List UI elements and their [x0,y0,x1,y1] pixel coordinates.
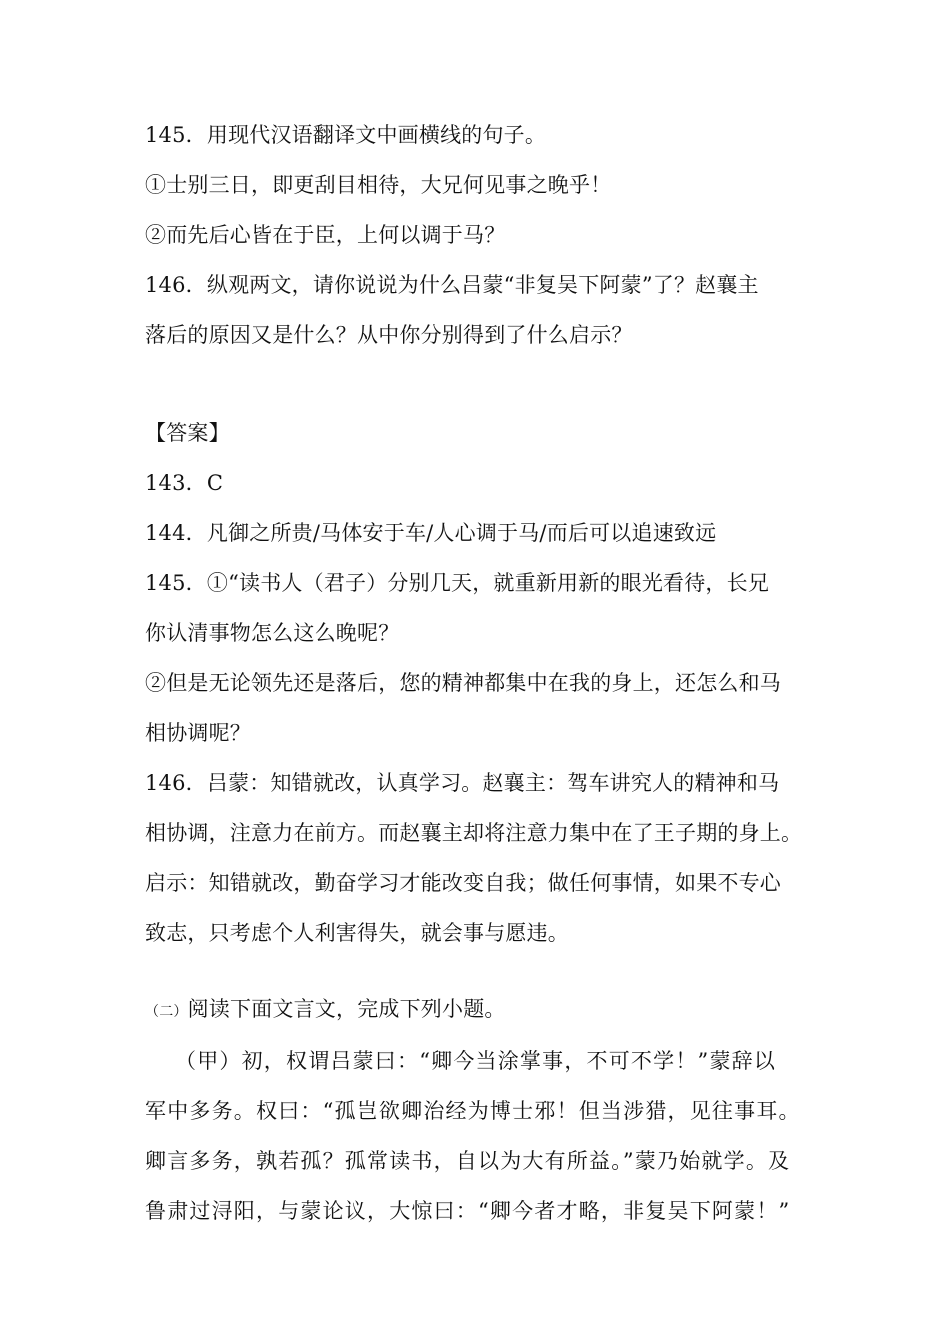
answer-145-line-4: 相协调呢？ [145,721,251,745]
answer-144: 144．凡御之所贵/马体安于车/人心调于马/而后可以追速致远 [145,521,717,545]
answer-145-line-1: 145．①“读书人（君子）分别几天，就重新用新的眼光看待，长兄 [145,571,770,595]
answer-146-line-4: 致志，只考虑个人利害得失，就会事与愿违。 [145,921,569,945]
question-145-stem: 145．用现代汉语翻译文中画横线的句子。 [145,123,547,147]
answer-heading: 【答案】 [145,421,230,445]
question-146-line-1: 146．纵观两文，请你说说为什么吕蒙“非复吴下阿蒙”了？赵襄主 [145,273,759,297]
answer-146-line-3: 启示：知错就改，勤奋学习才能改变自我；做任何事情，如果不专心 [145,871,781,895]
section-2-label: （二） [145,1004,188,1020]
passage-jia-line-1: （甲）初，权谓吕蒙曰：“卿今当涂掌事，不可不学！”蒙辞以 [175,1049,777,1073]
passage-jia-line-2: 军中多务。权曰：“孤岂欲卿治经为博士邪！但当涉猎，见往事耳。 [145,1099,801,1123]
passage-jia-line-3: 卿言多务，孰若孤？孤常读书，自以为大有所益。”蒙乃始就学。及 [145,1149,791,1173]
question-146-line-2: 落后的原因又是什么？从中你分别得到了什么启示？ [145,323,633,347]
answer-145-line-2: 你认清事物怎么这么晚呢？ [145,621,400,645]
question-145-sentence-2: ②而先后心皆在于臣，上何以调于马？ [145,223,506,247]
passage-jia-line-4: 鲁肃过浔阳，与蒙论议，大惊曰：“卿今者才略，非复吴下阿蒙！” [145,1199,791,1223]
answer-143: 143．C [145,471,224,495]
section-2-instruction: 阅读下面文言文，完成下列小题。 [187,997,506,1021]
question-145-sentence-1: ①士别三日，即更刮目相待，大兄何见事之晚乎！ [145,173,612,197]
section-2-heading [145,994,815,1027]
answer-146-line-2: 相协调，注意力在前方。而赵襄主却将注意力集中在了王子期的身上。 [145,821,803,845]
answer-146-line-1: 146．吕蒙：知错就改，认真学习。赵襄主：驾车讲究人的精神和马 [145,771,780,795]
answer-145-line-3: ②但是无论领先还是落后，您的精神都集中在我的身上，还怎么和马 [145,671,781,695]
